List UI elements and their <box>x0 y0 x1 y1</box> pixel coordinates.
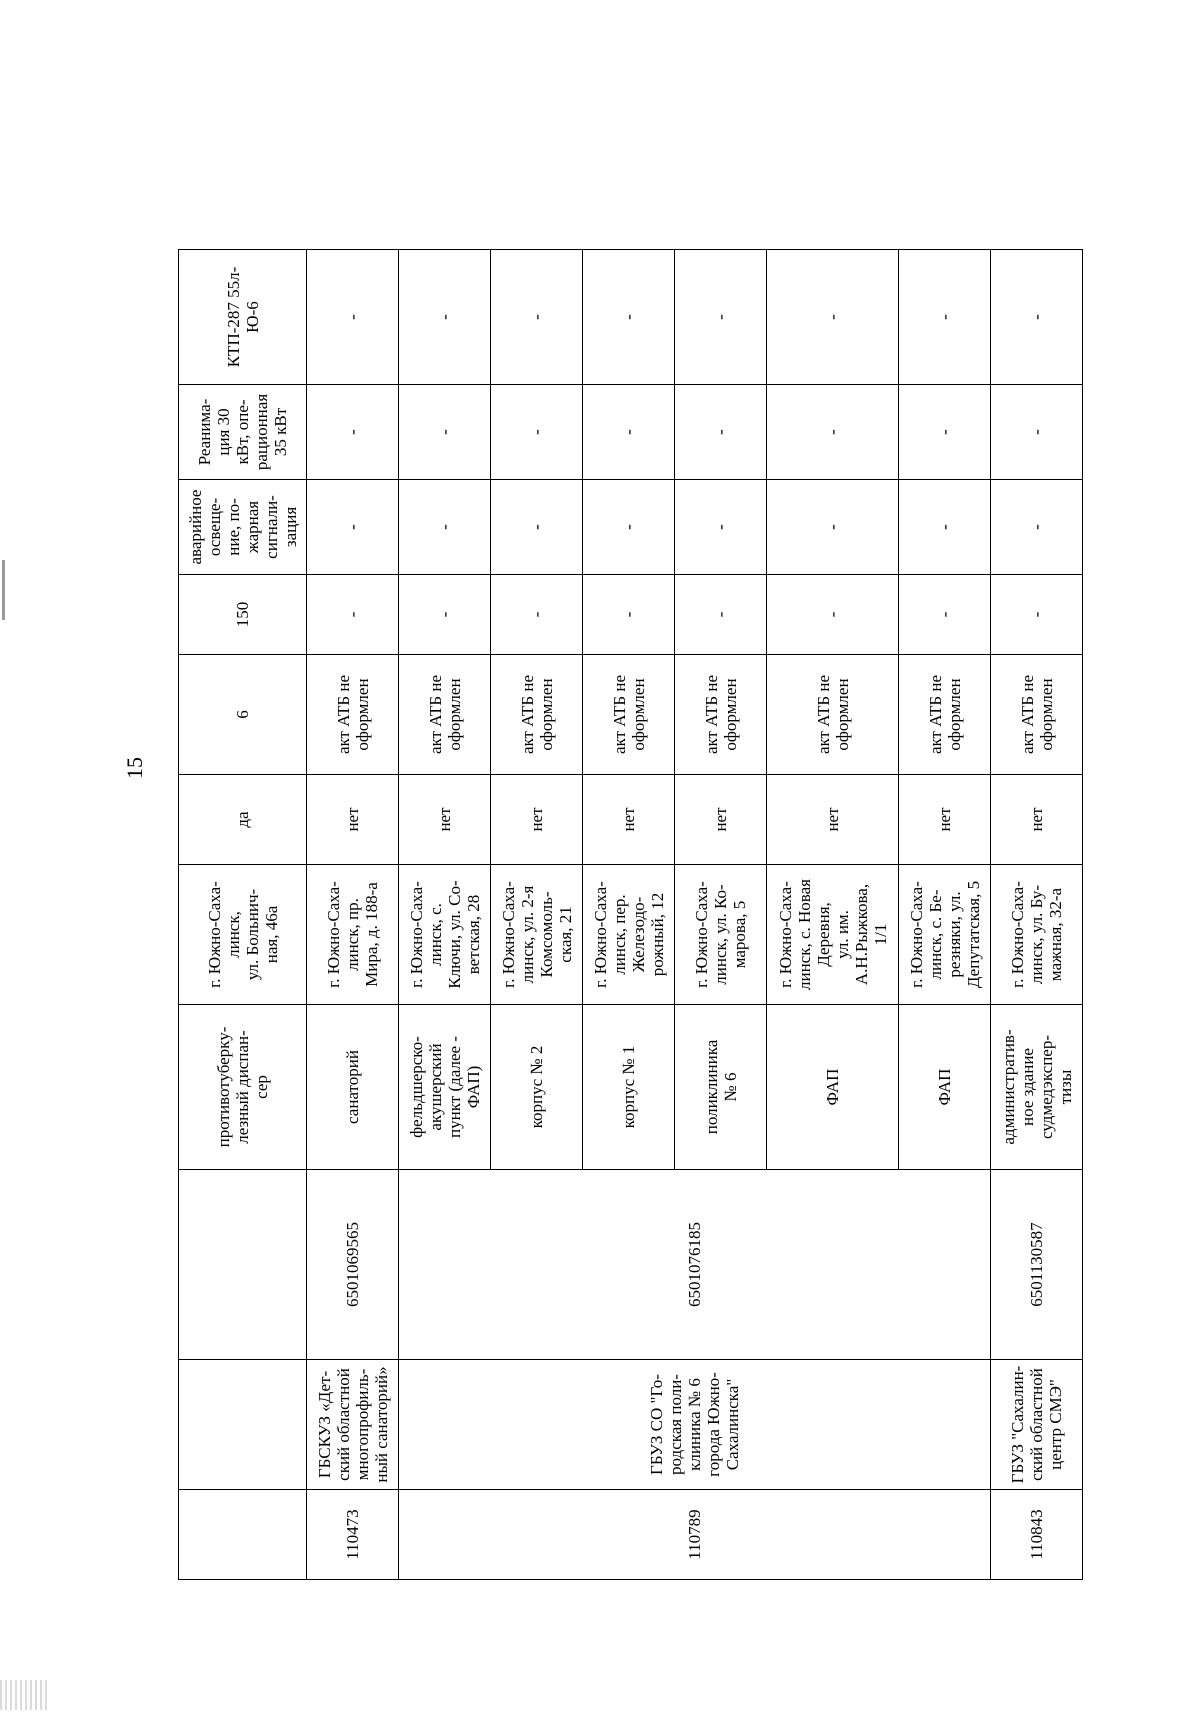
row-act-cell: акт АТБ не оформлен <box>491 655 583 775</box>
header-reserve-cell: аварийное освеще- ние, по- жарная сигнали- зация <box>179 480 307 575</box>
row-flag-cell: нет <box>399 775 491 865</box>
table-row <box>399 250 491 1580</box>
row-source-cell: - <box>991 250 1083 385</box>
row-object-cell: санаторий <box>307 1005 399 1170</box>
row-load-cell: - <box>899 385 991 480</box>
header-org-cell <box>179 1360 307 1490</box>
row-org-cell: ГБУЗ "Сахалин- ский областной центр СМЭ" <box>991 1360 1083 1490</box>
row-source-cell: - <box>675 250 767 385</box>
table-row <box>991 250 1083 1580</box>
row-org-cell: ГБСКУЗ «Дет- ский областной многопрофиль- ный санаторий» <box>307 1360 399 1490</box>
row-address-cell: г. Южно-Саха- линск, с. Новая Деревня, ул. им. А.Н.Рыжкова, 1/1 <box>767 865 899 1005</box>
row-address-cell: г. Южно-Саха- линск, пер. Железодо- рожный, 12 <box>583 865 675 1005</box>
row-flag-cell: нет <box>583 775 675 865</box>
row-source-cell: - <box>307 250 399 385</box>
row-power-cell: - <box>899 575 991 655</box>
row-object-cell: административ- ное здание судмедэкспер- тизы <box>991 1005 1083 1170</box>
row-load-cell: - <box>307 385 399 480</box>
row-power-cell: - <box>307 575 399 655</box>
row-address-cell: г. Южно-Саха- линск, ул. Ко- марова, 5 <box>675 865 767 1005</box>
row-inn-cell: 6501069565 <box>307 1170 399 1360</box>
row-id-cell: 110473 <box>307 1490 399 1580</box>
row-inn-cell: 6501130587 <box>991 1170 1083 1360</box>
row-power-cell: - <box>583 575 675 655</box>
row-flag-cell: нет <box>899 775 991 865</box>
row-power-cell: - <box>991 575 1083 655</box>
row-flag-cell: нет <box>991 775 1083 865</box>
row-act-cell: акт АТБ не оформлен <box>991 655 1083 775</box>
row-act-cell: акт АТБ не оформлен <box>307 655 399 775</box>
row-load-cell: - <box>991 385 1083 480</box>
facility-table <box>178 249 1083 1580</box>
row-source-cell: - <box>399 250 491 385</box>
row-act-cell: акт АТБ не оформлен <box>399 655 491 775</box>
row-flag-cell: нет <box>491 775 583 865</box>
table-row <box>307 250 399 1580</box>
row-org-cell: ГБУЗ СО "Го- родская поли- клиника № 6 города Южно- Сахалинска" <box>399 1360 991 1490</box>
row-load-cell: - <box>675 385 767 480</box>
row-reserve-cell: - <box>991 480 1083 575</box>
header-inn-cell <box>179 1170 307 1360</box>
scan-artifact <box>2 560 5 620</box>
row-load-cell: - <box>583 385 675 480</box>
scan-artifact-dots <box>0 1680 48 1710</box>
row-address-cell: г. Южно-Саха- линск, ул. Бу- мажная, 32-а <box>991 865 1083 1005</box>
row-source-cell: - <box>583 250 675 385</box>
row-reserve-cell: - <box>899 480 991 575</box>
row-load-cell: - <box>399 385 491 480</box>
row-flag-cell: нет <box>767 775 899 865</box>
header-address-cell: г. Южно-Саха- линск, ул. Больнич- ная, 46а <box>179 865 307 1005</box>
header-power-cell: 150 <box>179 575 307 655</box>
row-power-cell: - <box>491 575 583 655</box>
rotated-table-container <box>178 250 1075 1580</box>
page-number: 15 <box>122 757 147 779</box>
row-object-cell: поликлиника № 6 <box>675 1005 767 1170</box>
row-source-cell: - <box>491 250 583 385</box>
row-object-cell: корпус № 1 <box>583 1005 675 1170</box>
row-reserve-cell: - <box>399 480 491 575</box>
row-power-cell: - <box>399 575 491 655</box>
header-id-cell <box>179 1490 307 1580</box>
row-id-cell: 110789 <box>399 1490 991 1580</box>
row-object-cell: корпус № 2 <box>491 1005 583 1170</box>
header-row <box>179 250 307 1580</box>
row-address-cell: г. Южно-Саха- линск, с. Ключи, ул. Со- ветская, 28 <box>399 865 491 1005</box>
header-source-cell: КТП-287 55л- Ю-6 <box>179 250 307 385</box>
row-source-cell: - <box>899 250 991 385</box>
row-act-cell: акт АТБ не оформлен <box>583 655 675 775</box>
row-act-cell: акт АТБ не оформлен <box>899 655 991 775</box>
header-flag-cell: да <box>179 775 307 865</box>
row-object-cell: фельдшерско- акушерский пункт (далее - ФАП) <box>399 1005 491 1170</box>
row-reserve-cell: - <box>675 480 767 575</box>
header-act-cell: 6 <box>179 655 307 775</box>
row-act-cell: акт АТБ не оформлен <box>767 655 899 775</box>
row-power-cell: - <box>767 575 899 655</box>
header-load-cell: Реанима- ция 30 кВт, опе- рационная 35 кВт <box>179 385 307 480</box>
row-reserve-cell: - <box>767 480 899 575</box>
row-reserve-cell: - <box>583 480 675 575</box>
row-address-cell: г. Южно-Саха- линск, с. Бе- резняки, ул. Депутатская, 5 <box>899 865 991 1005</box>
row-source-cell: - <box>767 250 899 385</box>
row-act-cell: акт АТБ не оформлен <box>675 655 767 775</box>
row-flag-cell: нет <box>307 775 399 865</box>
row-object-cell: ФАП <box>767 1005 899 1170</box>
row-address-cell: г. Южно-Саха- линск, пр. Мира, д. 188-а <box>307 865 399 1005</box>
row-power-cell: - <box>675 575 767 655</box>
row-id-cell: 110843 <box>991 1490 1083 1580</box>
row-object-cell: ФАП <box>899 1005 991 1170</box>
row-reserve-cell: - <box>491 480 583 575</box>
row-load-cell: - <box>767 385 899 480</box>
row-reserve-cell: - <box>307 480 399 575</box>
row-address-cell: г. Южно-Саха- линск, ул. 2-я Комсомоль- ская, 21 <box>491 865 583 1005</box>
row-flag-cell: нет <box>675 775 767 865</box>
row-inn-cell: 6501076185 <box>399 1170 991 1360</box>
header-object-cell: противотуберку- лезный диспан- сер <box>179 1005 307 1170</box>
row-load-cell: - <box>491 385 583 480</box>
